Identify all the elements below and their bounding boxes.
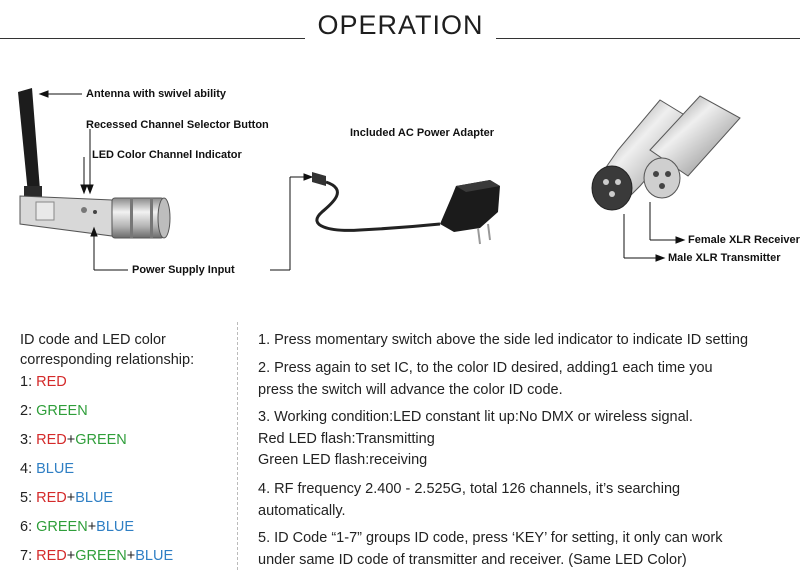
id-code-row-6 [20, 519, 134, 535]
step-5-line-1: 5. ID Code “1-7” groups ID code, press ‘KEY’ for setting, it only can work [258, 530, 723, 546]
id-code-section [20, 330, 195, 564]
plus-sign: + [66, 432, 76, 448]
id-code-number: 3: [20, 432, 33, 448]
plus-sign: + [66, 548, 76, 564]
id-code-heading-line2: corresponding relationship: [20, 352, 195, 368]
color-blue: BLUE [96, 519, 135, 535]
label-led-indicator: LED Color Channel Indicator [92, 149, 242, 161]
xlr-connectors-icon [592, 96, 740, 210]
color-blue: BLUE [36, 461, 75, 477]
instruction-step-2 [258, 358, 798, 401]
step-2-line-1: 2. Press again to set IC, to the color ID desired, adding1 each time you [258, 360, 713, 376]
label-antenna: Antenna with swivel ability [86, 88, 226, 100]
color-green: GREEN [75, 432, 127, 448]
step-3-line-1: 3. Working condition:LED constant lit up:No DMX or wireless signal. [258, 409, 693, 425]
id-code-row-7 [20, 548, 173, 564]
id-code-row-1 [20, 374, 67, 390]
page-title: OPERATION [317, 10, 484, 40]
id-code-number: 7: [20, 548, 33, 564]
label-power-input: Power Supply Input [132, 264, 235, 276]
id-code-number: 1: [20, 374, 33, 390]
antenna-icon [18, 88, 42, 202]
id-code-row-5 [20, 490, 113, 506]
step-3-line-3: Green LED flash:receiving [258, 452, 428, 468]
label-power-adapter: Included AC Power Adapter [350, 127, 495, 139]
instruction-step-3 [258, 407, 798, 472]
color-blue: BLUE [75, 490, 114, 506]
plus-sign: + [66, 490, 76, 506]
color-blue: BLUE [135, 548, 174, 564]
step-3-line-2: Red LED flash:Transmitting [258, 430, 435, 447]
color-red: RED [36, 548, 67, 564]
instruction-step-4 [258, 479, 798, 522]
id-code-number: 5: [20, 490, 33, 506]
step-4-line-1: 4. RF frequency 2.400 - 2.525G, total 126 channels, it’s searching [258, 481, 681, 497]
id-code-row-3 [20, 432, 127, 448]
plus-sign: + [126, 548, 136, 564]
id-code-row-4 [20, 461, 74, 477]
callout-lines-left [40, 91, 312, 270]
instruction-step-5 [258, 528, 798, 571]
id-code-number: 4: [20, 461, 33, 477]
label-female-xlr: Female XLR Receiver [688, 234, 800, 246]
step-5-line-2: under same ID code of transmitter and receiver. (Same LED Color) [258, 551, 687, 568]
id-code-number: 2: [20, 403, 33, 419]
label-male-xlr: Male XLR Transmitter [668, 252, 781, 264]
instruction-step-1 [258, 330, 798, 352]
step-1-text: 1. Press momentary switch above the side led indicator to indicate ID setting [258, 332, 749, 348]
color-green: GREEN [75, 548, 127, 564]
color-red: RED [36, 432, 67, 448]
power-adapter-icon [312, 172, 500, 244]
id-code-heading-line1: ID code and LED color [20, 332, 166, 348]
color-green: GREEN [36, 519, 88, 535]
column-divider [237, 322, 239, 570]
step-2-line-2: press the switch will advance the color ID code. [258, 381, 563, 398]
label-channel-button: Recessed Channel Selector Button [86, 119, 269, 131]
step-4-line-2: automatically. [258, 502, 346, 519]
color-red: RED [36, 490, 67, 506]
color-green: GREEN [36, 403, 88, 419]
id-code-row-2 [20, 403, 88, 419]
plus-sign: + [87, 519, 97, 535]
color-red: RED [36, 374, 67, 390]
id-code-number: 6: [20, 519, 33, 535]
